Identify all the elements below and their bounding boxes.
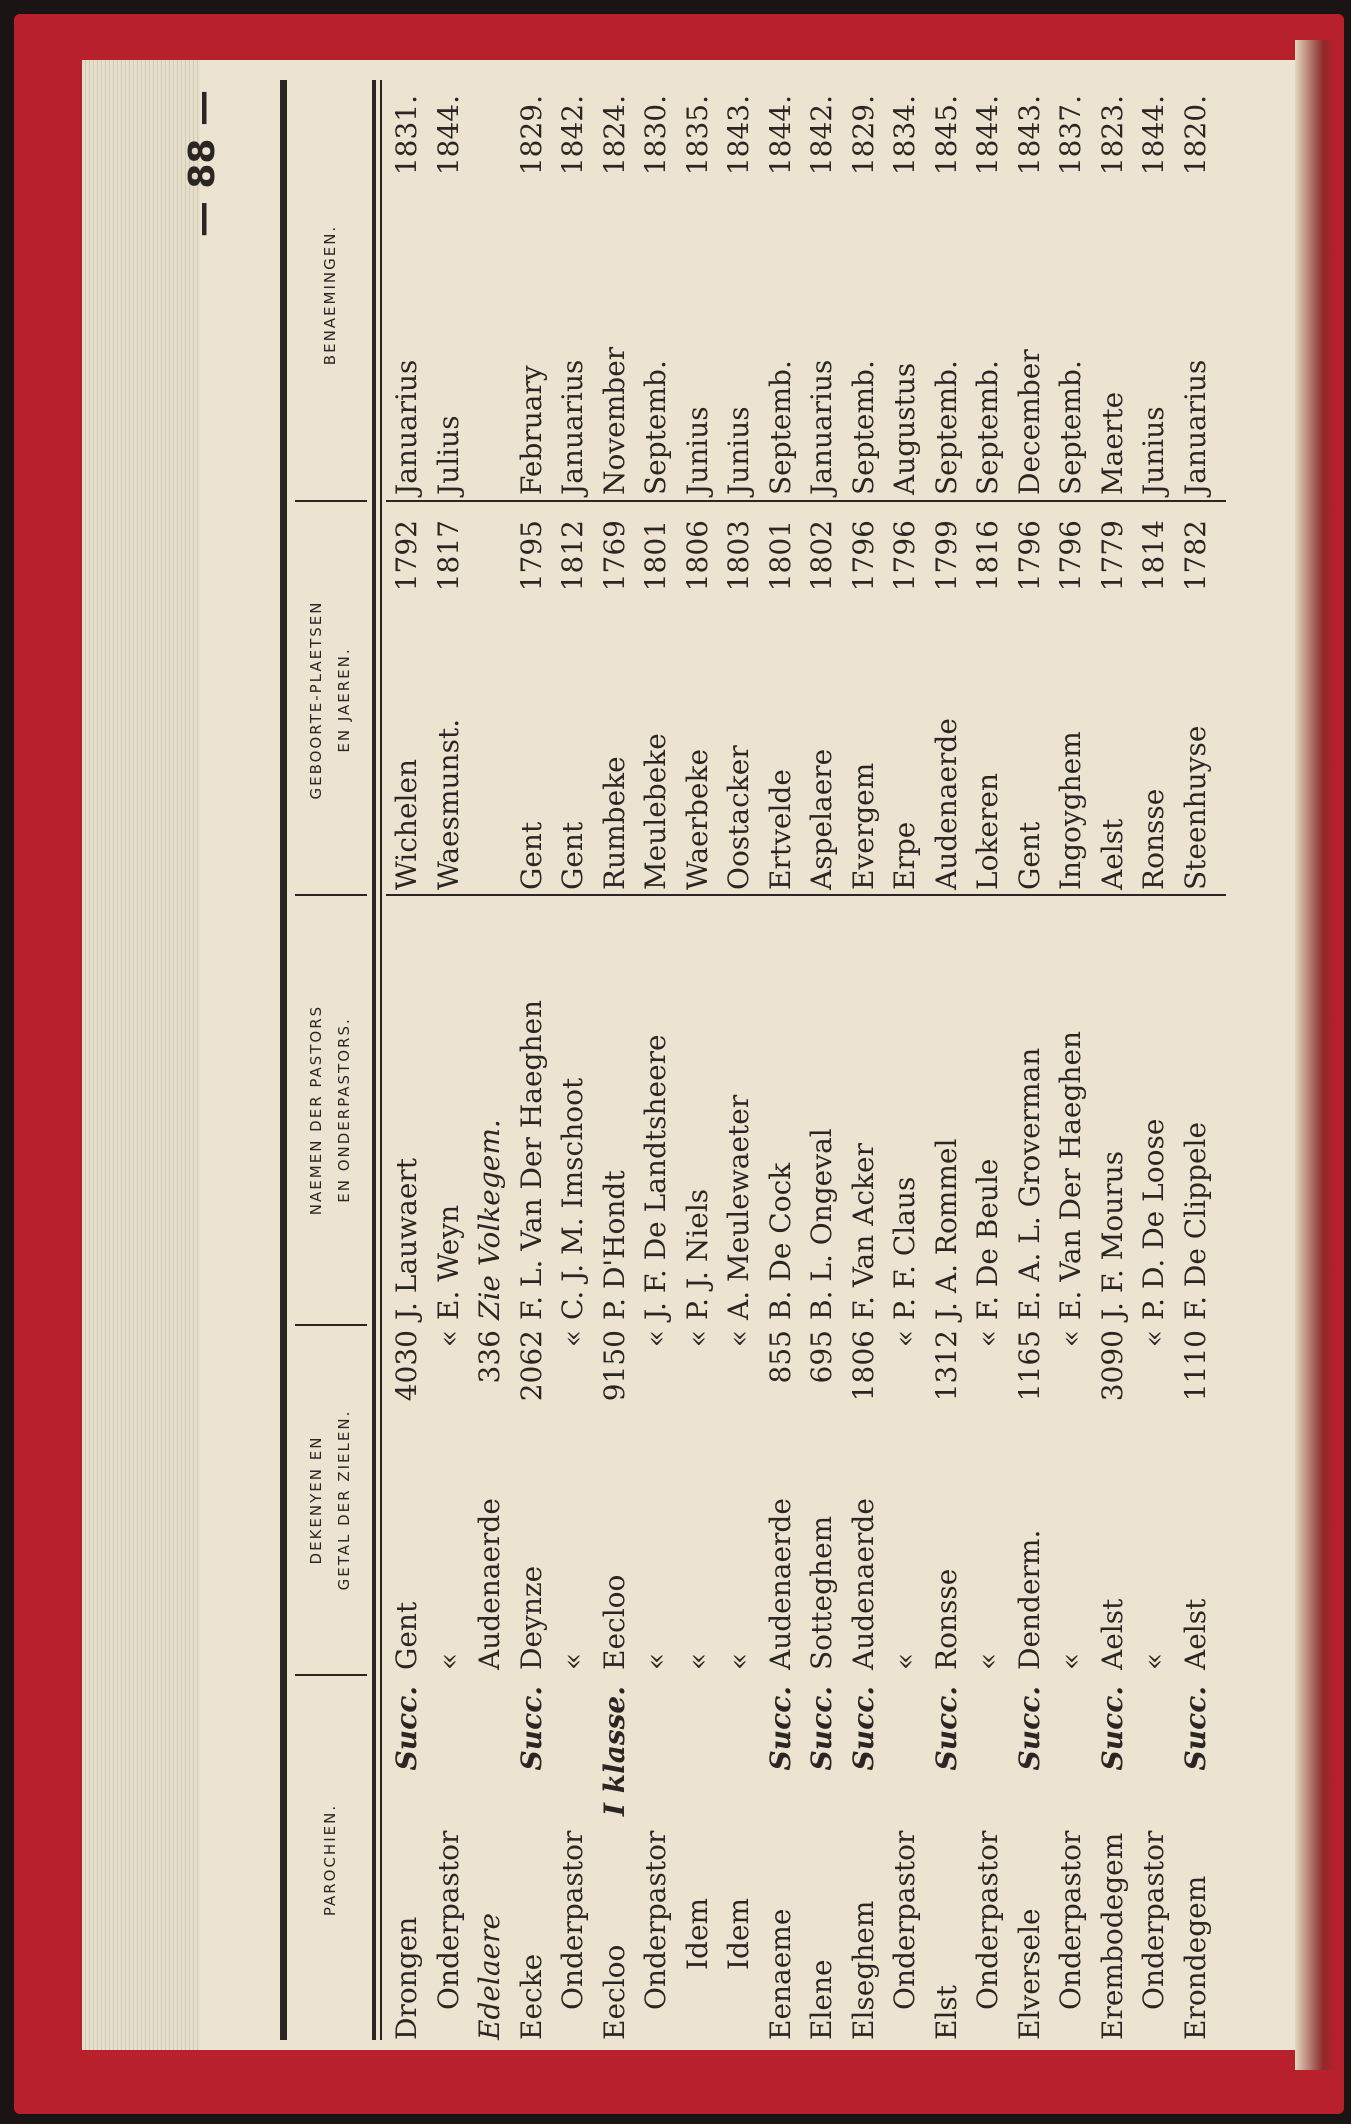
pastor-name: P. J. Niels <box>680 1188 714 1320</box>
parochie-name: Idem <box>722 1897 755 1970</box>
table-row <box>428 80 470 2040</box>
benaeming-maend: Julius <box>431 415 465 495</box>
zielen-count: 336 <box>473 1330 506 1384</box>
dekenye-name: « <box>1054 1652 1087 1670</box>
dekenye-name: « <box>722 1652 755 1670</box>
parochie-name: Edelaere <box>473 1912 506 2040</box>
pastor-name: E. Weyn <box>431 1204 465 1320</box>
benaeming-maend: February <box>514 365 548 495</box>
benaeming-maend: Septemb. <box>1054 360 1087 495</box>
page-content <box>182 80 1212 2040</box>
zielen-count: 2062 <box>514 1330 548 1402</box>
benaeming-jaer: 1842. <box>556 95 589 176</box>
geboorte-plaets: Oostacker <box>722 745 755 890</box>
dekenye-name: Aelst <box>1178 1598 1212 1670</box>
benaeming-cell <box>511 95 553 495</box>
dekenye-cell <box>386 1330 428 1670</box>
parochie-cell <box>801 1680 843 2040</box>
zielen-count: 855 <box>763 1330 797 1384</box>
parochie-cell <box>884 1680 926 2040</box>
pastor-name: J. A. Rommel <box>929 1138 963 1320</box>
parochie-name: Idem <box>680 1897 714 1970</box>
dekenye-cell <box>552 1330 594 1670</box>
parochie-cell <box>594 1680 636 2040</box>
parochie-cell <box>552 1680 594 2040</box>
benaeming-jaer: 1834. <box>888 95 921 176</box>
geboorte-plaets: Gent <box>556 821 589 890</box>
pastor-name: A. Meulewaeter <box>722 1094 755 1320</box>
zielen-count: « <box>680 1330 714 1348</box>
geboorte-cell <box>760 510 802 890</box>
pastor-name: F. Van Acker <box>846 1143 880 1320</box>
geboorte-plaets: Audenaerde <box>929 718 963 890</box>
benaeming-maend: Januarius <box>390 359 423 495</box>
table-row <box>760 80 802 2040</box>
benaeming-jaer: 1829. <box>846 95 880 176</box>
geboorte-jaer: 1769 <box>597 520 631 592</box>
geboorte-jaer: 1795 <box>514 520 548 592</box>
dekenye-name: « <box>888 1652 921 1670</box>
dekenye-cell <box>1092 1330 1134 1670</box>
dekenye-cell <box>1175 1330 1217 1670</box>
benaeming-jaer: 1835. <box>680 95 714 176</box>
geboorte-jaer: 1806 <box>680 520 714 592</box>
table-row <box>1092 80 1134 2040</box>
geboorte-jaer: 1801 <box>763 520 797 592</box>
geboorte-jaer: 1799 <box>929 520 963 592</box>
dekenye-cell <box>843 1330 885 1670</box>
zielen-count: 1110 <box>1178 1330 1212 1402</box>
table-row <box>635 80 677 2040</box>
geboorte-jaer: 1779 <box>1095 520 1129 592</box>
header-naemen <box>290 900 370 1320</box>
parochie-name: Eenaeme <box>763 1908 797 2040</box>
dekenye-name: Eecloo <box>597 1574 631 1670</box>
benaeming-maend: Augustus <box>888 362 921 495</box>
header-parochien <box>290 1680 370 2040</box>
dekenye-name: « <box>971 1652 1004 1670</box>
benaeming-cell <box>1050 95 1092 495</box>
dekenye-cell <box>926 1330 968 1670</box>
benaeming-cell <box>594 95 636 495</box>
geboorte-cell <box>801 510 843 890</box>
zielen-count: 3090 <box>1095 1330 1129 1402</box>
dekenye-cell <box>718 1330 760 1670</box>
parochie-name: Erembodegem <box>1095 1832 1129 2040</box>
parochie-tag: Succ. <box>805 1686 838 1771</box>
geboorte-jaer: 1802 <box>805 520 838 592</box>
benaeming-maend: Septemb. <box>639 360 672 495</box>
geboorte-cell <box>884 510 926 890</box>
zielen-count: 9150 <box>597 1330 631 1402</box>
zielen-count: « <box>556 1330 589 1348</box>
benaeming-maend: Septemb. <box>929 360 963 495</box>
parochie-name: Onderpastor <box>888 1830 921 2010</box>
benaeming-maend: Junius <box>722 406 755 495</box>
parochie-name: Eecke <box>514 1953 548 2040</box>
geboorte-cell <box>1092 510 1134 890</box>
geboorte-jaer: 1816 <box>971 520 1004 592</box>
geboorte-cell <box>594 510 636 890</box>
parochie-name: Onderpastor <box>1054 1830 1087 2010</box>
header-rule-thin <box>380 80 382 2040</box>
dekenye-cell <box>469 1330 511 1670</box>
header-separator <box>295 894 367 896</box>
parochie-tag: Succ. <box>1012 1686 1046 1771</box>
geboorte-cell <box>511 510 553 890</box>
geboorte-plaets: Gent <box>514 821 548 890</box>
benaeming-jaer: 1823. <box>1095 95 1129 176</box>
dekenye-cell <box>760 1330 802 1670</box>
parochie-tag: Succ. <box>763 1686 797 1771</box>
table-row <box>1133 80 1175 2040</box>
geboorte-cell <box>926 510 968 890</box>
parochie-tag: Succ. <box>1178 1686 1212 1771</box>
pastor-name: E. A. L. Groverman <box>1012 1047 1046 1320</box>
pastor-name: J. Lauwaert <box>390 1157 423 1320</box>
header-dekenyen-line2: GETAL DER ZIELEN. <box>335 1409 353 1591</box>
parochie-name: Onderpastor <box>971 1830 1004 2010</box>
zielen-count: « <box>971 1330 1004 1348</box>
header-benaemingen <box>290 95 370 495</box>
geboorte-jaer: 1796 <box>846 520 880 592</box>
header-geboorte <box>290 510 370 890</box>
dekenye-cell <box>428 1330 470 1670</box>
geboorte-jaer: 1796 <box>1054 520 1087 592</box>
pastor-name: C. J. M. Imschoot <box>556 1077 589 1320</box>
geboorte-jaer: 1803 <box>722 520 755 592</box>
pastor-name: F. De Beule <box>971 1158 1004 1320</box>
dekenye-name: Audenaerde <box>846 1498 880 1670</box>
geboorte-plaets: Rumbeke <box>597 756 631 890</box>
table-row <box>967 80 1009 2040</box>
pastor-name: P. D. De Loose <box>1137 1118 1170 1320</box>
parochie-cell <box>677 1680 719 2040</box>
geboorte-jaer: 1812 <box>556 520 589 592</box>
dekenye-name: Denderm. <box>1012 1529 1046 1670</box>
parochie-tag: Succ. <box>1095 1686 1129 1771</box>
benaeming-maend: Septemb. <box>971 360 1004 495</box>
geboorte-plaets: Evergem <box>846 762 880 890</box>
parochie-cell <box>718 1680 760 2040</box>
parochie-tag: Succ. <box>846 1686 880 1771</box>
dekenye-cell <box>801 1330 843 1670</box>
parochie-cell <box>386 1680 428 2040</box>
table-row <box>552 80 594 2040</box>
benaeming-cell <box>718 95 760 495</box>
pastor-name: J. F. De Landtsheere <box>639 1034 672 1320</box>
book-gutter <box>1295 40 1335 2070</box>
benaeming-maend: Septemb. <box>846 360 880 495</box>
parochie-name: Eecloo <box>597 1944 631 2040</box>
benaeming-jaer: 1844. <box>1137 95 1170 176</box>
zielen-count: 1165 <box>1012 1330 1046 1402</box>
top-rule <box>280 80 287 2040</box>
geboorte-jaer: 1814 <box>1137 520 1170 592</box>
geboorte-plaets: Aelst <box>1095 818 1129 890</box>
geboorte-jaer: 1792 <box>390 520 423 592</box>
benaeming-maend: Maerte <box>1095 391 1129 495</box>
table-row <box>1009 80 1051 2040</box>
benaeming-cell <box>760 95 802 495</box>
benaeming-maend: December <box>1012 349 1046 495</box>
dekenye-name: « <box>431 1652 465 1670</box>
geboorte-cell <box>967 510 1009 890</box>
benaeming-jaer: 1842. <box>805 95 838 176</box>
dekenye-name: Audenaerde <box>763 1498 797 1670</box>
zielen-count: 1806 <box>846 1330 880 1402</box>
geboorte-jaer: 1817 <box>431 520 465 592</box>
geboorte-cell <box>1050 510 1092 890</box>
table-row <box>594 80 636 2040</box>
parochie-name: Elst <box>929 1984 963 2040</box>
table-row <box>386 80 428 2040</box>
benaeming-maend: November <box>597 346 631 495</box>
parochie-cell <box>469 1680 511 2040</box>
geboorte-plaets: Ronsse <box>1137 788 1170 890</box>
parochie-cell <box>843 1680 885 2040</box>
geboorte-cell <box>386 510 428 890</box>
benaeming-cell <box>386 95 428 495</box>
benaeming-maend: Januarius <box>1178 359 1212 495</box>
parochie-tag: Succ. <box>390 1686 423 1771</box>
pastor-name: B. De Cock <box>763 1162 797 1320</box>
page-number: — 88 — <box>182 90 223 238</box>
parochie-cell <box>1009 1680 1051 2040</box>
benaeming-jaer: 1824. <box>597 95 631 176</box>
dekenye-cell <box>594 1330 636 1670</box>
header-geboorte-line1: GEBOORTE-PLAETSEN <box>307 600 325 800</box>
pastor-name: Zie Volkegem. <box>473 1119 506 1320</box>
zielen-count: 695 <box>805 1330 838 1384</box>
table-row <box>926 80 968 2040</box>
geboorte-jaer: 1796 <box>888 520 921 592</box>
pastor-name: F. L. Van Der Haeghen <box>514 999 548 1320</box>
header-separator <box>295 1324 367 1326</box>
benaeming-jaer: 1844. <box>431 95 465 176</box>
header-parochien-label: PAROCHIEN. <box>321 1803 339 1917</box>
header-naemen-line1: NAEMEN DER PASTORS <box>307 1004 325 1216</box>
parochie-name: Elene <box>805 1959 838 2040</box>
geboorte-cell <box>635 510 677 890</box>
dekenye-cell <box>884 1330 926 1670</box>
geboorte-plaets: Steenhuyse <box>1178 725 1212 890</box>
parochie-cell <box>760 1680 802 2040</box>
dekenye-name: « <box>556 1652 589 1670</box>
dekenye-name: Ronsse <box>929 1568 963 1670</box>
geboorte-cell <box>552 510 594 890</box>
benaeming-jaer: 1843. <box>722 95 755 176</box>
zielen-count: « <box>888 1330 921 1348</box>
benaeming-maend: Septemb. <box>763 360 797 495</box>
header-geboorte-line2: EN JAEREN. <box>335 647 353 753</box>
benaeming-jaer: 1831. <box>390 95 423 176</box>
parochie-name: Onderpastor <box>1137 1830 1170 2010</box>
benaeming-maend: Junius <box>1137 406 1170 495</box>
geboorte-plaets: Meulebeke <box>639 733 672 890</box>
parochie-tag: I klasse. <box>597 1686 631 1817</box>
table-row <box>843 80 885 2040</box>
geboorte-cell <box>718 510 760 890</box>
geboorte-plaets: Lokeren <box>971 773 1004 890</box>
parochie-name: Elseghem <box>846 1900 880 2040</box>
zielen-count: « <box>639 1330 672 1348</box>
zielen-count: « <box>431 1330 465 1348</box>
benaeming-cell <box>1009 95 1051 495</box>
dekenye-cell <box>677 1330 719 1670</box>
benaeming-maend: Januarius <box>556 359 589 495</box>
benaeming-cell <box>635 95 677 495</box>
table-row <box>469 80 511 2040</box>
header-naemen-line2: EN ONDERPASTORS. <box>335 1017 353 1203</box>
parochie-cell <box>511 1680 553 2040</box>
table-row <box>1175 80 1217 2040</box>
header-benaemingen-label: BENAEMINGEN. <box>321 224 339 366</box>
benaeming-cell <box>1175 95 1217 495</box>
geboorte-cell <box>1009 510 1051 890</box>
page-edges <box>82 60 212 2050</box>
dekenye-cell <box>1009 1330 1051 1670</box>
parochie-cell <box>1092 1680 1134 2040</box>
dekenye-cell <box>511 1330 553 1670</box>
header-dekenyen-line1: DEKENYEN EN <box>307 1435 325 1565</box>
parochie-name: Drongen <box>390 1916 423 2040</box>
benaeming-cell <box>1133 95 1175 495</box>
header-rule <box>372 80 376 2040</box>
parochie-cell <box>1175 1680 1217 2040</box>
benaeming-maend: Januarius <box>805 359 838 495</box>
parochie-name: Onderpastor <box>639 1830 672 2010</box>
dekenye-name: Gent <box>390 1601 423 1670</box>
dekenye-name: « <box>639 1652 672 1670</box>
benaeming-cell <box>428 95 470 495</box>
parochie-tag: Succ. <box>514 1686 548 1771</box>
benaeming-jaer: 1844. <box>971 95 1004 176</box>
benaeming-cell <box>1092 95 1134 495</box>
table-row <box>884 80 926 2040</box>
benaeming-jaer: 1820. <box>1178 95 1212 176</box>
zielen-count: « <box>1054 1330 1087 1348</box>
geboorte-plaets: Gent <box>1012 821 1046 890</box>
geboorte-plaets: Wichelen <box>390 758 423 890</box>
parochie-cell <box>926 1680 968 2040</box>
pastor-name: J. F. Mourus <box>1095 1150 1129 1320</box>
parochie-cell <box>428 1680 470 2040</box>
benaeming-cell <box>552 95 594 495</box>
header-separator <box>295 500 367 502</box>
geboorte-jaer: 1796 <box>1012 520 1046 592</box>
parochie-tag: Succ. <box>929 1686 963 1771</box>
parochie-name: Onderpastor <box>431 1830 465 2010</box>
dekenye-name: Deynze <box>514 1565 548 1670</box>
dekenye-name: « <box>680 1652 714 1670</box>
dekenye-cell <box>635 1330 677 1670</box>
benaeming-jaer: 1843. <box>1012 95 1046 176</box>
parochie-cell <box>1133 1680 1175 2040</box>
benaeming-cell <box>843 95 885 495</box>
geboorte-cell <box>428 510 470 890</box>
dekenye-name: « <box>1137 1652 1170 1670</box>
geboorte-cell <box>677 510 719 890</box>
geboorte-jaer: 1801 <box>639 520 672 592</box>
pastor-name: P. D'Hondt <box>597 1170 631 1320</box>
dekenye-name: Audenaerde <box>473 1498 506 1670</box>
dekenye-cell <box>1050 1330 1092 1670</box>
geboorte-plaets: Waerbeke <box>680 748 714 890</box>
parochie-cell <box>1050 1680 1092 2040</box>
geboorte-cell <box>843 510 885 890</box>
dekenye-name: Sotteghem <box>805 1515 838 1670</box>
parochie-name: Elversele <box>1012 1908 1046 2040</box>
zielen-count: « <box>1137 1330 1170 1348</box>
parochie-name: Onderpastor <box>556 1830 589 2010</box>
geboorte-plaets: Erpe <box>888 821 921 890</box>
dekenye-cell <box>1133 1330 1175 1670</box>
benaeming-maend: Junius <box>680 406 714 495</box>
parochie-cell <box>967 1680 1009 2040</box>
pastor-name: E. Van Der Haeghen <box>1054 1030 1087 1320</box>
dekenye-name: Aelst <box>1095 1598 1129 1670</box>
parochie-name: Erondegem <box>1178 1875 1212 2040</box>
header-dekenyen <box>290 1330 370 1670</box>
geboorte-jaer: 1782 <box>1178 520 1212 592</box>
table-row <box>801 80 843 2040</box>
benaeming-cell <box>967 95 1009 495</box>
geboorte-plaets: Ertvelde <box>763 769 797 890</box>
benaeming-jaer: 1837. <box>1054 95 1087 176</box>
table-row <box>718 80 760 2040</box>
geboorte-cell <box>1175 510 1217 890</box>
geboorte-plaets: Aspelaere <box>805 748 838 890</box>
header-separator <box>295 1674 367 1676</box>
geboorte-cell <box>1133 510 1175 890</box>
zielen-count: « <box>722 1330 755 1348</box>
pastor-name: B. L. Ongeval <box>805 1128 838 1320</box>
benaeming-jaer: 1845. <box>929 95 963 176</box>
table-row <box>1050 80 1092 2040</box>
geboorte-plaets: Ingoyghem <box>1054 731 1087 890</box>
benaeming-jaer: 1829. <box>514 95 548 176</box>
table-row <box>511 80 553 2040</box>
benaeming-cell <box>677 95 719 495</box>
geboorte-plaets: Waesmunst. <box>431 718 465 890</box>
benaeming-jaer: 1844. <box>763 95 797 176</box>
dekenye-cell <box>967 1330 1009 1670</box>
pastor-name: F. De Clippele <box>1178 1121 1212 1320</box>
pastor-name: P. F. Claus <box>888 1176 921 1320</box>
benaeming-cell <box>801 95 843 495</box>
zielen-count: 1312 <box>929 1330 963 1402</box>
benaeming-cell <box>884 95 926 495</box>
table-row <box>677 80 719 2040</box>
zielen-count: 4030 <box>390 1330 423 1402</box>
parochie-cell <box>635 1680 677 2040</box>
table-body <box>386 80 1216 2040</box>
benaeming-cell <box>926 95 968 495</box>
benaeming-jaer: 1830. <box>639 95 672 176</box>
